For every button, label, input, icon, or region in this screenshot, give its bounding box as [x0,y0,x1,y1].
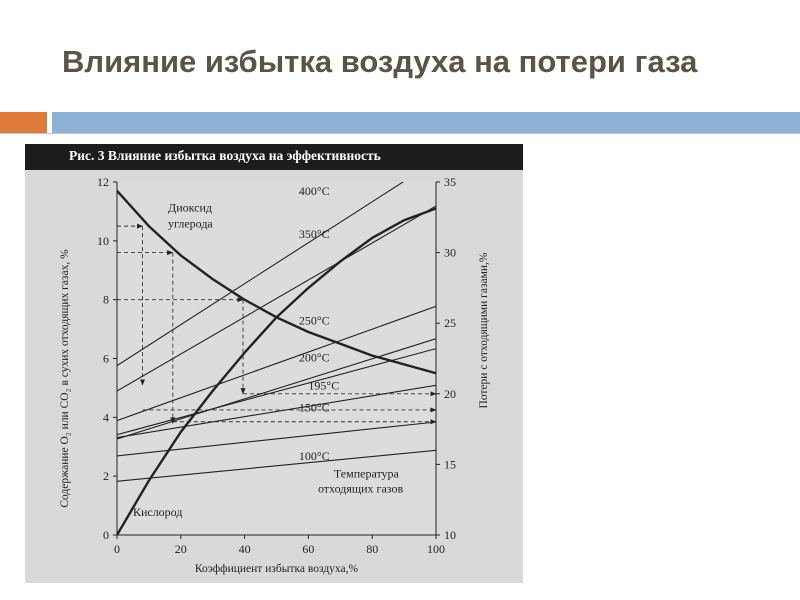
chart-annotation: 200°С [298,350,330,365]
x-tick-label: 20 [174,542,187,556]
x-tick-label: 0 [114,542,120,556]
y-right-tick-label: 35 [444,175,456,189]
accent-divider [0,133,800,134]
y-left-tick-label: 2 [103,469,109,484]
y-left-tick-label: 10 [97,233,109,248]
y-left-tick-label: 6 [103,351,109,366]
figure-panel [25,144,523,583]
y-left-tick-label: 12 [97,175,109,189]
x-axis-label: Коэффициент избытка воздуха,% [194,563,359,575]
y-right-tick-label: 20 [444,386,456,401]
y-right-tick-label: 10 [444,528,456,542]
figure-caption: Рис. 3 Влияние избытка воздуха на эффективность [69,148,381,163]
y-left-tick-label: 4 [103,410,109,425]
y-right-tick-label: 25 [444,316,456,331]
chart-annotation: Диоксид [168,200,213,215]
accent-bar-orange [0,112,47,134]
y-left-axis-label: Содержание O₂ или CO₂ в сухих отходящих газах, % [59,249,71,508]
chart-annotation: Температура [333,466,399,481]
chart-annotation: отходящих газов [317,481,404,496]
chart-annotation: Кислород [132,504,183,519]
x-tick-label: 80 [366,542,379,556]
y-right-tick-label: 30 [444,245,456,260]
efficiency-chart [25,144,523,583]
chart-annotation: 150°С [298,400,330,415]
y-left-tick-label: 8 [103,292,109,307]
y-right-axis-label: Потери с отходящими газами,% [478,252,490,409]
y-right-tick-label: 15 [444,457,456,472]
y-left-tick-label: 0 [103,528,109,542]
x-tick-label: 100 [427,542,445,556]
x-tick-label: 40 [238,542,251,556]
chart-annotation: 250°С [298,313,330,328]
slide-title: Влияние избытка воздуха на потери газа [62,44,698,79]
x-tick-label: 60 [302,542,315,556]
chart-annotation: 195°С [308,378,340,393]
chart-annotation: углерода [168,216,213,231]
accent-bar-blue [52,112,800,134]
chart-annotation: 100°С [298,448,330,463]
chart-annotation: 400°С [298,184,330,199]
chart-annotation: 350°С [298,226,330,241]
